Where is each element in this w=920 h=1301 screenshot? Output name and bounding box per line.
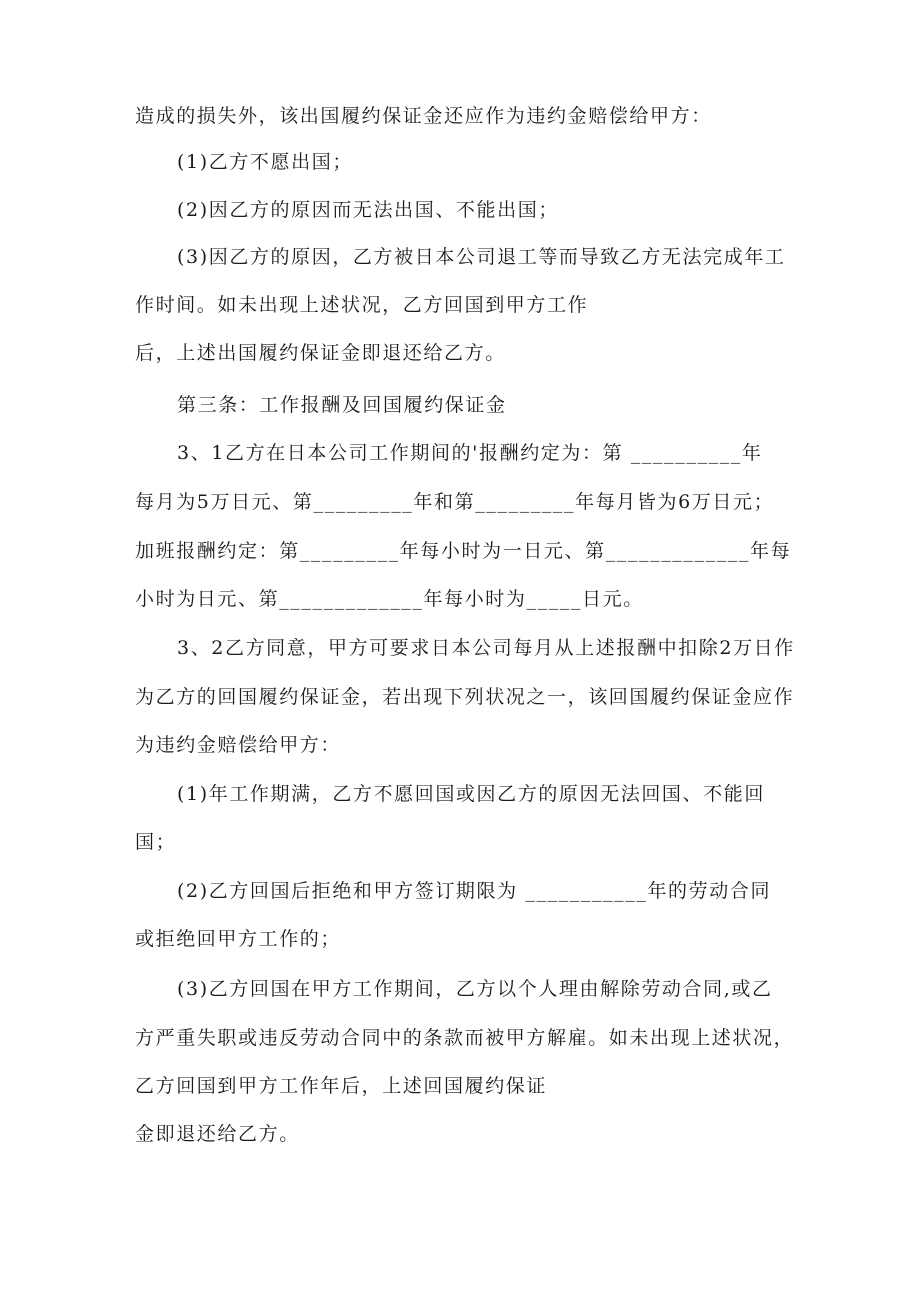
text-line: 乙方回国到甲方工作年后，上述回国履约保证 [135, 1075, 548, 1097]
text-line: (2)乙方回国后拒绝和甲方签订期限为 ___________年的劳动合同 [177, 880, 772, 902]
text-line: 国； [135, 831, 177, 853]
text-line: 后，上述出国履约保证金即退还给乙方。 [135, 342, 506, 364]
text-line: 造成的损失外，该出国履约保证金还应作为违约金赔偿给甲方： [135, 105, 712, 127]
text-line: (1)乙方不愿出国； [177, 151, 353, 173]
text-line: (3)因乙方的原因，乙方被日本公司退工等而导致乙方无法完成年工 [177, 246, 786, 268]
text-line: 每月为5万日元、第_________年和第_________年每月皆为6万日元； [135, 491, 775, 513]
text-line: (3)乙方回国在甲方工作期间，乙方以个人理由解除劳动合同,或乙 [177, 978, 773, 1000]
section-heading: 第三条：工作报酬及回国履约保证金 [177, 394, 507, 416]
text-line: 作时间。如未出现上述状况，乙方回国到甲方工作 [135, 294, 589, 316]
text-line: 3、1乙方在日本公司工作期间的'报酬约定为：第 __________年 [177, 442, 763, 464]
text-line: 加班报酬约定：第_________年每小时为一日元、第_____________年每 [135, 540, 792, 562]
text-line: 3、2乙方同意，甲方可要求日本公司每月从上述报酬中扣除2万日作 [177, 637, 795, 659]
text-line: 或拒绝回甲方工作的； [135, 928, 342, 950]
text-line: 小时为日元、第_____________年每小时为_____日元。 [135, 588, 644, 610]
text-line: (2)因乙方的原因而无法出国、不能出国； [177, 199, 559, 221]
text-line: 方严重失职或违反劳动合同中的条款而被甲方解雇。如未出现上述状况， [135, 1027, 795, 1049]
text-line: 为乙方的回国履约保证金，若出现下列状况之一，该回国履约保证金应作 [135, 686, 795, 708]
text-line: (1)年工作期满，乙方不愿回国或因乙方的原因无法回国、不能回 [177, 783, 765, 805]
text-line: 为违约金赔偿给甲方： [135, 734, 342, 756]
text-line: 金即退还给乙方。 [135, 1123, 300, 1145]
